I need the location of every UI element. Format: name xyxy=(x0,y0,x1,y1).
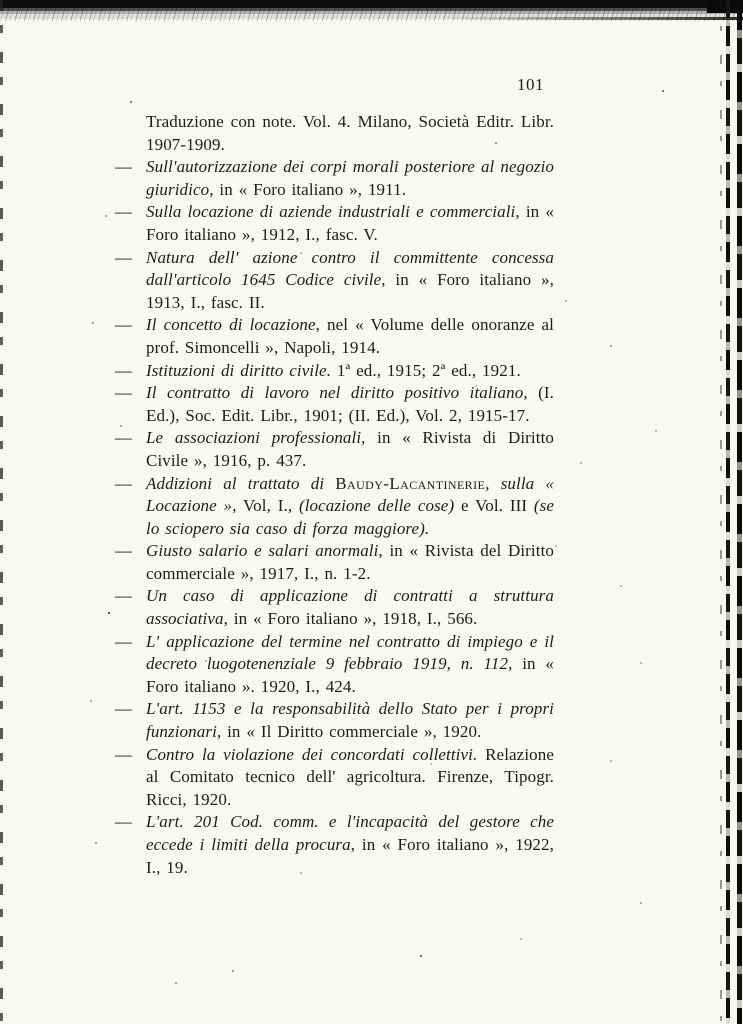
entry-text-segment: , Vol, I., xyxy=(232,496,299,516)
entry-text-segment: Contro la violazione dei concordati collettivi. xyxy=(146,744,478,764)
entry-dash: — xyxy=(115,699,133,719)
entry-text-segment: Addizioni al trattato di xyxy=(146,473,336,493)
entry-dash: — xyxy=(115,428,133,448)
entry-dash: — xyxy=(115,315,133,335)
entry-text-segment: , in « Foro italiano ». 1920, I., 424. xyxy=(146,654,554,696)
entry-text-segment: Sulla locazione di aziende industriali e commerciali xyxy=(146,202,516,222)
bibliography-entry xyxy=(117,201,554,246)
entry-text-segment: , in « Foro italiano », 1912, I., fasc. V. xyxy=(146,202,554,244)
entry-text-segment: , in « Rivista di Diritto Civile », 1916, p. 437. xyxy=(146,428,554,470)
entry-text-segment: Il contratto di lavoro nel diritto positivo italiano xyxy=(146,383,524,403)
scan-artifact-streak xyxy=(737,0,742,1024)
entry-text-segment: , nel « Volume delle onoranze al prof. Simoncelli », Napoli, 1914. xyxy=(146,315,555,357)
bibliography-entry xyxy=(117,382,554,427)
entry-dash: — xyxy=(115,541,133,561)
entry-text-segment: , in « Il Diritto commerciale », 1920. xyxy=(216,722,482,742)
entry-text-segment: Relazione al Comitato tecnico dell' agricoltura. Firenze, Tipogr. Ricci, 1920. xyxy=(146,744,554,809)
entry-text-segment: Un caso di applicazione di contratti a struttura associativa xyxy=(146,586,554,629)
entry-text-segment: , in « Foro italiano », 1911. xyxy=(209,179,407,199)
scan-artifact-streak xyxy=(726,0,730,1024)
entry-text-segment: Giusto salario e salari anormali xyxy=(146,541,379,561)
bibliography-entry xyxy=(117,427,554,472)
page-number: 101 xyxy=(517,75,544,94)
entry-dash: — xyxy=(115,383,133,403)
scan-artifact-top-edge xyxy=(0,0,743,30)
entry-dash: — xyxy=(115,247,133,267)
entry-dash: — xyxy=(115,473,133,493)
entry-text-segment: , in « Foro italiano », 1918, I., 566. xyxy=(223,609,478,629)
entry-text-segment: L'art. 201 Cod. comm. e l'incapacità del gestore che eccede i limiti della procura xyxy=(146,812,554,854)
entry-text-segment: , in « Foro italiano », 1913, I., fasc. II. xyxy=(146,270,554,312)
entry-text-segment: (locazione delle cose) xyxy=(298,496,455,516)
bibliography-entry xyxy=(117,111,554,156)
entry-dash: — xyxy=(115,631,133,651)
bibliography-entry xyxy=(117,698,554,743)
bibliography-entry xyxy=(117,744,554,812)
scan-artifact-right-edge xyxy=(709,0,743,1024)
entry-text-segment: , in « Foro italiano », 1922, I., 19. xyxy=(146,835,554,877)
entry-dash: — xyxy=(115,360,133,380)
entry-text-segment: Le associazioni professionali xyxy=(146,428,362,448)
entry-dash: — xyxy=(115,157,133,177)
entry-text-segment: e Vol. III xyxy=(454,496,534,516)
scan-artifact-streak xyxy=(720,0,722,1024)
entry-dash: — xyxy=(115,202,133,222)
entry-text-segment: Natura dell' azione contro il committente concessa dall'articolo 1645 Codice civile xyxy=(146,247,554,290)
entry-dash: — xyxy=(115,744,133,764)
entry-text-segment: Istituzioni di diritto civile. xyxy=(146,360,332,380)
bibliography-entry xyxy=(117,585,554,630)
entry-text-segment: (se lo sciopero sia caso di forza maggiore). xyxy=(146,496,554,538)
bibliography-entry xyxy=(117,540,554,585)
bibliography-entry xyxy=(117,247,554,315)
page-content xyxy=(117,74,554,879)
bibliography-entry xyxy=(117,811,554,879)
entry-text-segment: 1ª ed., 1915; 2ª ed., 1921. xyxy=(331,360,521,380)
bibliography-entry xyxy=(117,360,554,383)
entry-text-segment: L'art. 1153 e la responsabilità dello Stato per i propri funzionari xyxy=(146,699,554,742)
entry-text-segment: Baudy-Lacantinerie xyxy=(335,473,486,493)
scan-artifact-left-edge xyxy=(0,0,3,1024)
entry-text-segment: Il concetto di locazione xyxy=(146,315,316,335)
entry-text-segment: L' applicazione del termine nel contratto di impiego e il decreto luogotenenziale 9 febbraio 1919, n. 112 xyxy=(146,631,554,674)
entry-dash: — xyxy=(115,812,133,832)
entry-dash: — xyxy=(115,586,133,606)
bibliography-entry xyxy=(117,631,554,699)
scan-artifact-top-rule xyxy=(443,17,743,20)
bibliography-entry xyxy=(117,314,554,359)
bibliography-entry xyxy=(117,156,554,201)
entry-text-segment: , in « Rivista del Diritto commerciale », 1917, I., n. 1-2. xyxy=(146,541,555,583)
entry-text-segment: Sull'autorizzazione dei corpi morali posteriore al negozio giuridico xyxy=(146,157,554,199)
entry-text-segment: , (I. Ed.), Soc. Edit. Libr., 1901; (II. Ed.), Vol. 2, 1915-17. xyxy=(146,383,554,425)
bibliography-list xyxy=(117,111,554,879)
entry-text-segment: Traduzione con note. Vol. 4. Milano, Società Editr. Libr. 1907-1909. xyxy=(146,112,554,154)
entry-text-segment: , sulla « Locazione » xyxy=(146,473,554,516)
bibliography-entry xyxy=(117,473,554,541)
